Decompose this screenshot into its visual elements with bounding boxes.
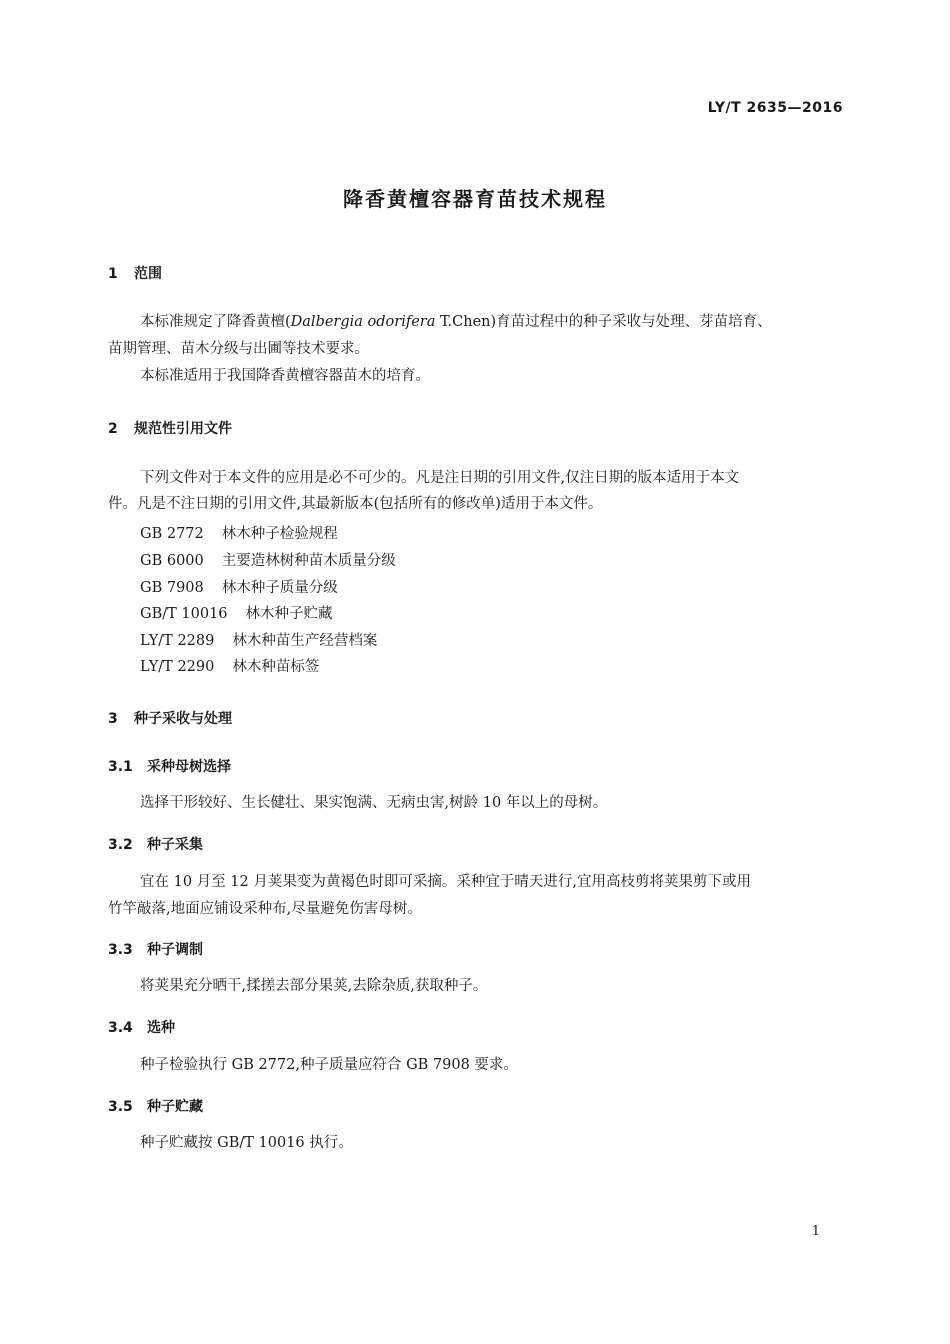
reference-title: 林木种子贮藏 bbox=[245, 606, 333, 622]
section-number: 3 bbox=[108, 711, 118, 727]
section-2-paragraph-line-1: 下列文件对于本文件的应用是必不可少的。凡是注日期的引用文件,仅注日期的版本适用于本文 bbox=[140, 470, 740, 486]
subsection-number: 3.4 bbox=[108, 1020, 133, 1036]
section-3-4-heading bbox=[108, 1017, 175, 1037]
subsection-title: 种子采集 bbox=[147, 837, 203, 853]
subsection-title: 种子贮藏 bbox=[147, 1099, 203, 1115]
section-number: 1 bbox=[108, 266, 118, 282]
reference-code: GB 6000 bbox=[140, 553, 204, 569]
section-1-paragraph-2: 本标准适用于我国降香黄檀容器苗木的培育。 bbox=[140, 368, 430, 384]
subsection-title: 选种 bbox=[147, 1020, 175, 1036]
section-number: 2 bbox=[108, 421, 118, 437]
document-title: 降香黄檀容器育苗技术规程 bbox=[343, 187, 607, 211]
page-number: 1 bbox=[811, 1224, 820, 1239]
subsection-title: 采种母树选择 bbox=[147, 759, 231, 775]
reference-item bbox=[140, 602, 333, 623]
subsection-number: 3.5 bbox=[108, 1099, 133, 1115]
reference-code: LY/T 2289 bbox=[140, 633, 215, 649]
section-3-4-text: 种子检验执行 GB 2772,种子质量应符合 GB 7908 要求。 bbox=[140, 1057, 518, 1073]
subsection-number: 3.1 bbox=[108, 759, 133, 775]
section-1-paragraph-1-line-1: 本标准规定了降香黄檀(Dalbergia odorifera T.Chen)育苗过程中的种子采收与处理、芽苗培育、 bbox=[140, 314, 772, 330]
section-3-2-heading bbox=[108, 834, 203, 854]
reference-title: 林木种子检验规程 bbox=[221, 526, 338, 542]
section-3-1-text: 选择干形较好、生长健壮、果实饱满、无病虫害,树龄 10 年以上的母树。 bbox=[140, 795, 608, 811]
reference-title: 林木种子质量分级 bbox=[221, 580, 338, 596]
reference-item bbox=[140, 576, 338, 597]
reference-item bbox=[140, 549, 396, 570]
reference-code: GB 7908 bbox=[140, 580, 204, 596]
section-3-3-text: 将荚果充分晒干,揉搓去部分果荚,去除杂质,获取种子。 bbox=[140, 978, 488, 994]
standard-code: LY/T 2635—2016 bbox=[707, 100, 843, 116]
section-3-5-text: 种子贮藏按 GB/T 10016 执行。 bbox=[140, 1135, 353, 1151]
subsection-title: 种子调制 bbox=[147, 942, 203, 958]
section-3-2-line-1: 宜在 10 月至 12 月荚果变为黄褐色时即可采摘。采种宜于晴天进行,宜用高枝剪将荚果剪下或用 bbox=[140, 874, 751, 890]
section-title: 规范性引用文件 bbox=[134, 421, 232, 437]
section-2-heading bbox=[108, 418, 232, 438]
reference-item bbox=[140, 655, 319, 676]
section-1-heading bbox=[108, 263, 162, 283]
reference-code: GB/T 10016 bbox=[140, 606, 228, 622]
latin-species-name: Dalbergia odorifera bbox=[290, 314, 436, 330]
reference-title: 林木种苗标签 bbox=[232, 659, 320, 675]
reference-title: 林木种苗生产经营档案 bbox=[232, 633, 378, 649]
section-3-1-heading bbox=[108, 756, 231, 776]
reference-title: 主要造林树种苗木质量分级 bbox=[221, 553, 396, 569]
subsection-number: 3.3 bbox=[108, 942, 133, 958]
section-3-5-heading bbox=[108, 1096, 203, 1116]
subsection-number: 3.2 bbox=[108, 837, 133, 853]
section-title: 范围 bbox=[134, 266, 162, 282]
section-2-paragraph-line-2: 件。凡是不注日期的引用文件,其最新版本(包括所有的修改单)适用于本文件。 bbox=[108, 496, 603, 512]
section-3-heading bbox=[108, 708, 232, 728]
section-3-2-line-2: 竹竿敲落,地面应铺设采种布,尽量避免伤害母树。 bbox=[108, 901, 422, 917]
reference-item bbox=[140, 522, 338, 543]
reference-code: GB 2772 bbox=[140, 526, 204, 542]
reference-code: LY/T 2290 bbox=[140, 659, 215, 675]
reference-item bbox=[140, 629, 377, 650]
section-3-3-heading bbox=[108, 939, 203, 959]
section-1-paragraph-1-line-2: 苗期管理、苗木分级与出圃等技术要求。 bbox=[108, 341, 369, 357]
section-title: 种子采收与处理 bbox=[134, 711, 232, 727]
